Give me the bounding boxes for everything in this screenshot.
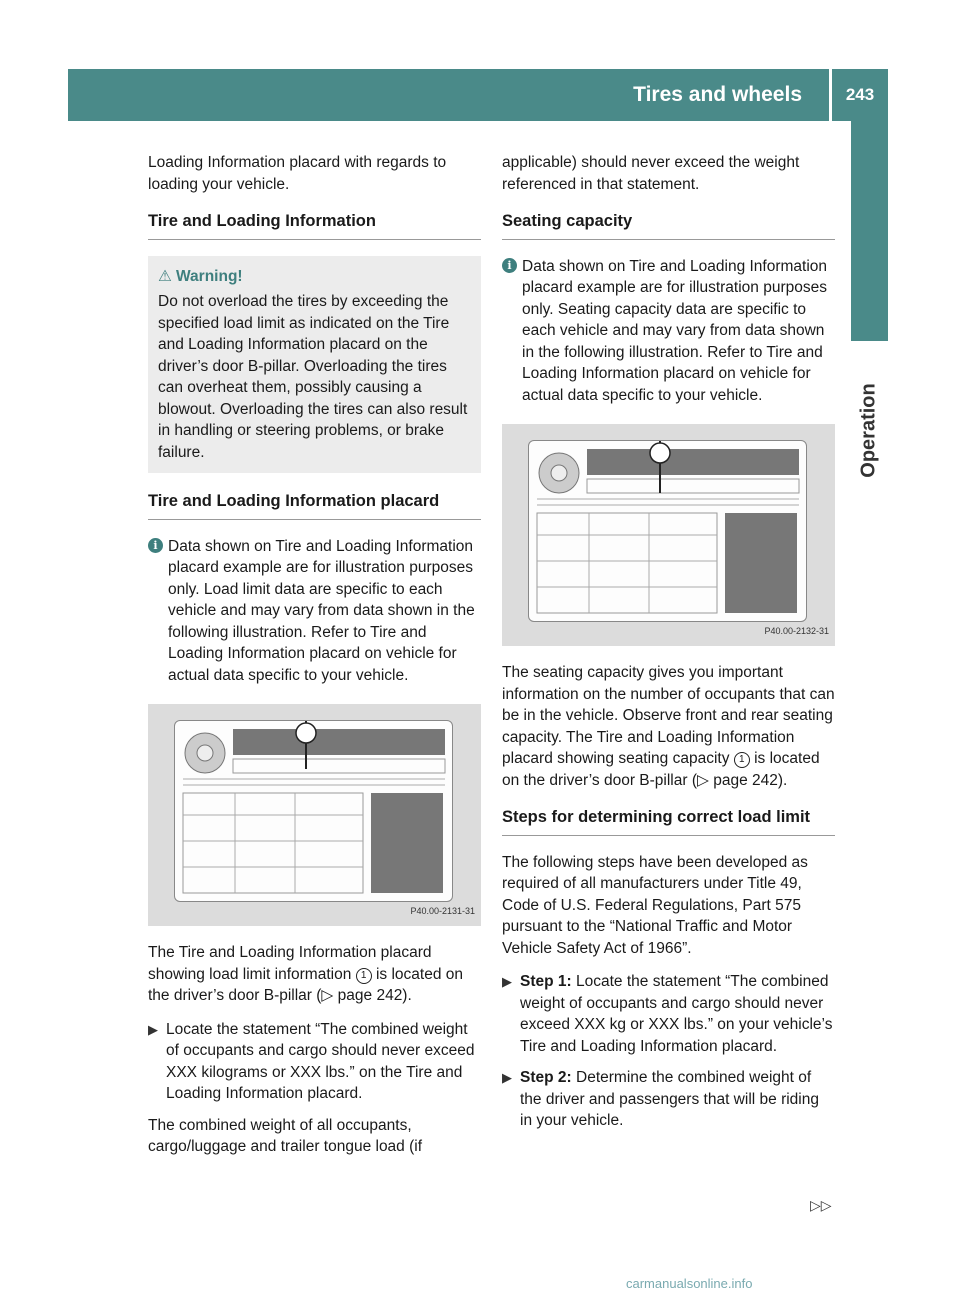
- continued-marker: ▷▷: [810, 1197, 832, 1213]
- step-2-label: Step 2:: [520, 1069, 572, 1086]
- placard-figure-seating: [502, 424, 835, 646]
- placard-paragraph: [148, 942, 481, 1007]
- info-icon: i: [502, 258, 517, 273]
- closing-paragraph: The combined weight of all occupants, cargo/luggage and trailer tongue load (if: [148, 1116, 423, 1155]
- chapter-tab: [851, 121, 888, 341]
- step-1-text: Locate the statement “The combined weight of occupants and cargo should never exceed XXX kg or XXX lbs.” on your vehicle’s Tire and Loading Information placard.: [520, 973, 833, 1055]
- heading-placard: Tire and Loading Information placard: [148, 491, 481, 520]
- heading-tire-loading-info: Tire and Loading Information: [148, 211, 481, 240]
- action-bullet: [148, 1019, 481, 1105]
- seating-paragraph-start: The seating capacity gives you important information on the number of occupants that can be in the vehicle. Observe front and rear seating capacity. The Tire and Loading Information placard showing seating capacity: [502, 664, 835, 767]
- placard-paragraph-start: The Tire and Loading Information placard showing load limit information: [148, 944, 432, 983]
- placard-image: [174, 720, 453, 902]
- page-number: 243: [845, 85, 875, 104]
- info-note-text: Data shown on Tire and Loading Information placard example are for illustration purposes only. Load limit data are specific to each vehicle and may vary from data shown in the following illustration. Refer to Tire and Loading Information placard on vehicle for actual data specific to your vehicle.: [168, 537, 475, 684]
- figure-code: P40.00-2131-31: [410, 905, 475, 916]
- left-column: [148, 152, 481, 1170]
- callout-1-icon: 1: [734, 752, 750, 768]
- arrow-bullet-icon: ▶: [502, 974, 512, 989]
- right-column: [502, 152, 835, 1142]
- page-header: [68, 69, 888, 121]
- step-2-text: Determine the combined weight of the driver and passengers that will be riding in your vehicle.: [520, 1069, 819, 1129]
- info-icon: i: [148, 538, 163, 553]
- warning-triangle-icon: ⚠: [158, 267, 172, 285]
- step-1: [502, 971, 835, 1057]
- figure-code: P40.00-2132-31: [764, 625, 829, 636]
- warning-body: Do not overload the tires by exceeding the specified load limit as indicated on the Tire and Loading Information placard on the driver’s door B-pillar. Overloading the tires can overheat them, possibly causing a blowout. Overloading the tires can also result in handling or steering problems, or brake failure.: [158, 293, 468, 461]
- action-bullet-text: Locate the statement “The combined weight of occupants and cargo should never exceed XXX kilograms or XXX lbs.” on the Tire and Loading Information placard.: [166, 1020, 475, 1102]
- heading-load-limit-steps: Steps for determining correct load limit: [502, 807, 835, 836]
- steps-intro: The following steps have been developed as required of all manufacturers under Title 49, Code of U.S. Federal Regulations, Part 575 pursuant to the “National Traffic and Motor Vehicle Safety Act of 1966”.: [502, 853, 808, 957]
- arrow-bullet-icon: ▶: [502, 1070, 512, 1085]
- chapter-label-box: [851, 360, 888, 500]
- warning-title: [158, 266, 473, 288]
- intro-paragraph: Loading Information placard with regards to loading your vehicle.: [148, 154, 447, 193]
- step-1-label: Step 1:: [520, 973, 572, 990]
- section-title: Tires and wheels: [633, 83, 802, 106]
- callout-1-icon: 1: [356, 968, 372, 984]
- warning-title-text: Warning!: [176, 267, 243, 285]
- info-note-seating-text: Data shown on Tire and Loading Information placard example are for illustration purposes only. Seating capacity data are specific to each vehicle and may vary from data shown in the following illustration. Refer to Tire and Loading Information placard on vehicle for actual data specific to your vehicle.: [522, 257, 828, 404]
- continued-paragraph: applicable) should never exceed the weight referenced in that statement.: [502, 154, 800, 193]
- info-note-seating: [502, 256, 835, 407]
- chapter-label: Operation: [858, 382, 881, 478]
- placard-illustration: [175, 721, 452, 901]
- placard-figure-load: [148, 704, 481, 926]
- watermark: carmanualsonline.info: [626, 1276, 753, 1291]
- arrow-bullet-icon: ▶: [148, 1021, 158, 1037]
- step-2: [502, 1067, 835, 1132]
- seating-paragraph-end: is located on the driver’s door B-pillar (▷ page 242).: [502, 750, 820, 789]
- placard-image: [528, 440, 807, 622]
- placard-paragraph-end: is located on the driver’s door B-pillar (▷ page 242).: [148, 965, 463, 1004]
- warning-box: [148, 256, 481, 474]
- seating-paragraph: [502, 662, 835, 791]
- info-note: [148, 536, 481, 687]
- heading-seating-capacity: Seating capacity: [502, 211, 835, 240]
- placard-illustration: [529, 441, 806, 621]
